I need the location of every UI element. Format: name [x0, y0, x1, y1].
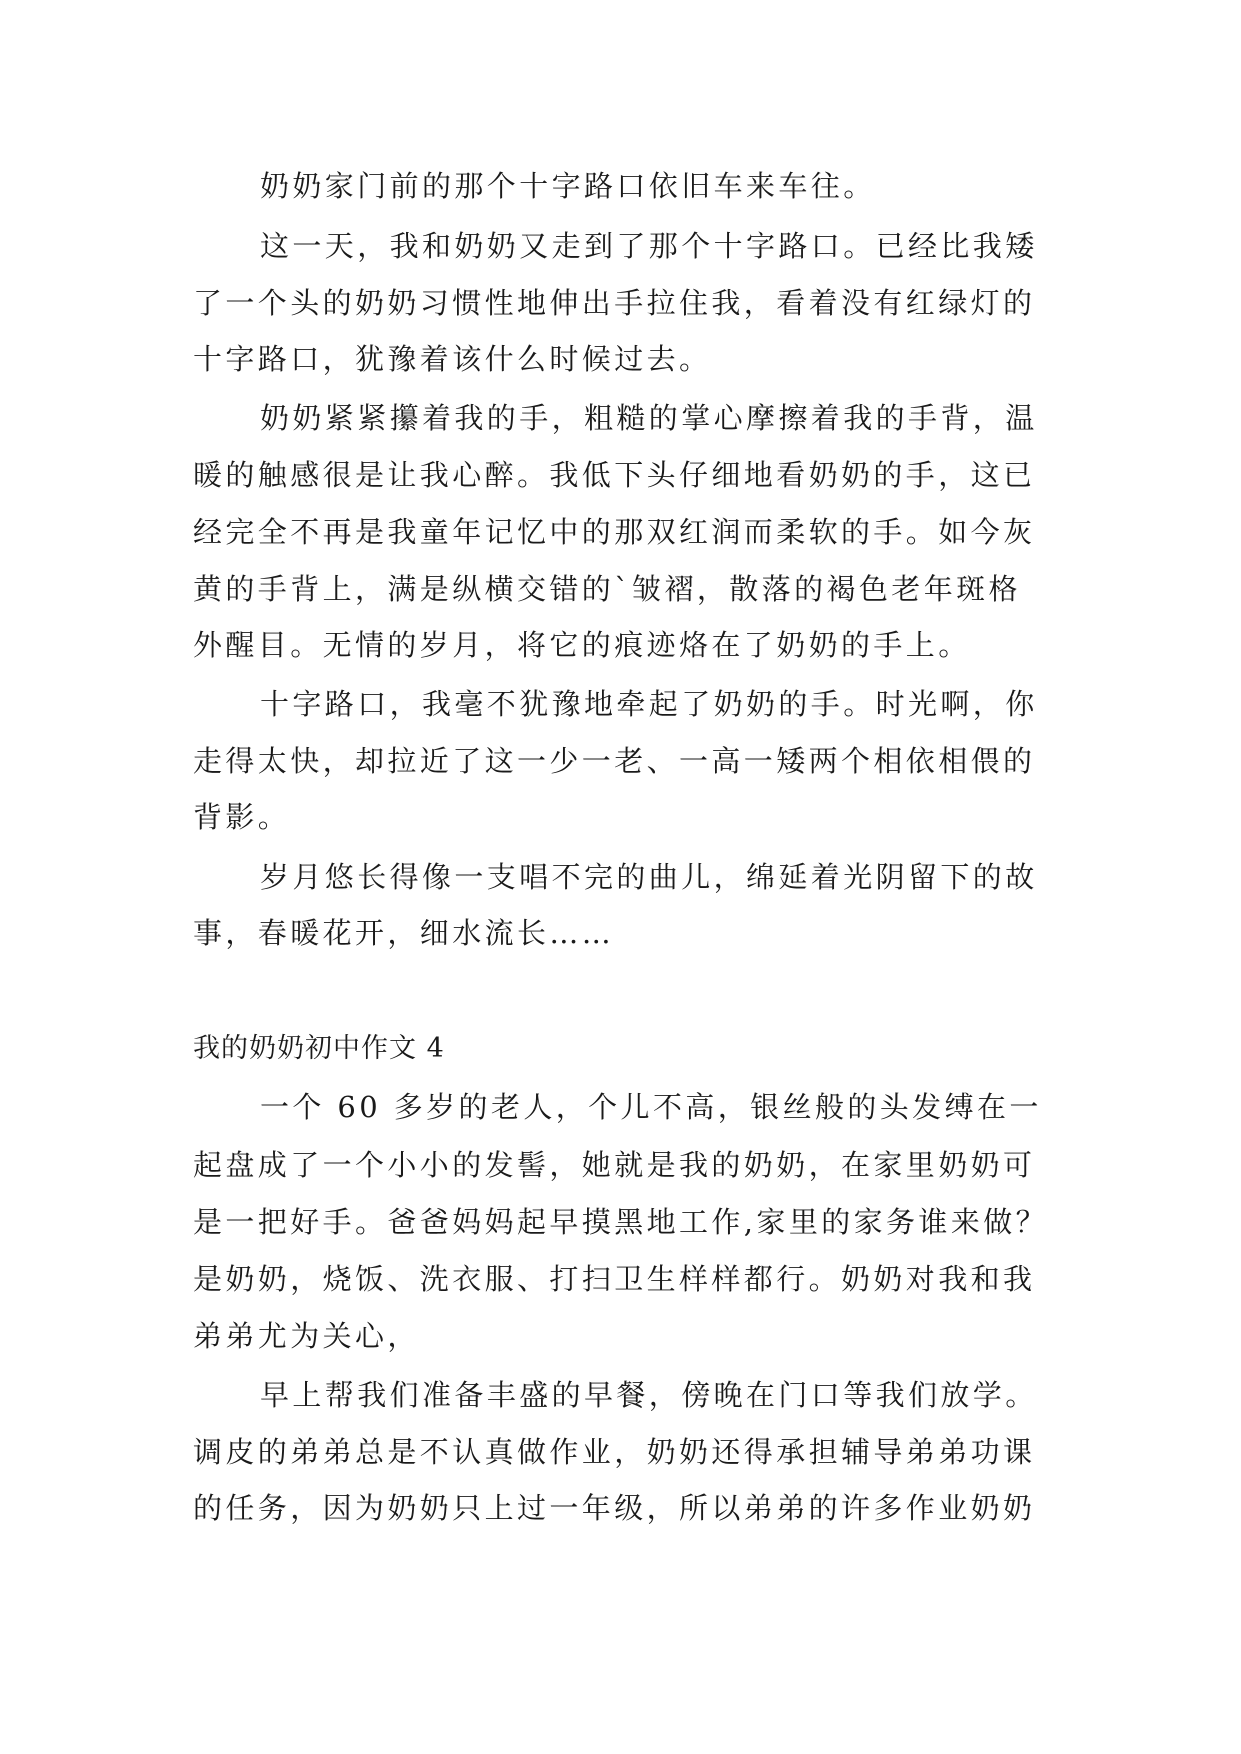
paragraph-line: 了一个头的奶奶习惯性地伸出手拉住我，看着没有红绿灯的	[193, 286, 1036, 320]
paragraph-line: 走得太快，却拉近了这一少一老、一高一矮两个相依相偎的	[193, 744, 1036, 778]
paragraph-line: 奶奶紧紧攥着我的手，粗糙的掌心摩擦着我的手背，温	[260, 401, 1038, 435]
paragraph-line: 早上帮我们准备丰盛的早餐，傍晚在门口等我们放学。	[260, 1378, 1038, 1412]
paragraph-line: 弟弟尤为关心，	[193, 1319, 420, 1353]
paragraph-line: 十字路口，犹豫着该什么时候过去。	[193, 342, 712, 376]
paragraph-line: 起盘成了一个小小的发髻，她就是我的奶奶，在家里奶奶可	[193, 1148, 1036, 1182]
paragraph-line: 是一把好手。爸爸妈妈起早摸黑地工作,家里的家务谁来做？	[193, 1205, 1049, 1239]
paragraph-line: 调皮的弟弟总是不认真做作业，奶奶还得承担辅导弟弟功课	[193, 1435, 1036, 1469]
paragraph-line: 这一天，我和奶奶又走到了那个十字路口。已经比我矮	[260, 229, 1038, 263]
paragraph-line: 黄的手背上，满是纵横交错的`皱褶，散落的褐色老年斑格	[193, 572, 1021, 606]
paragraph-line: 十字路口，我毫不犹豫地牵起了奶奶的手。时光啊，你	[260, 687, 1038, 721]
paragraph-line: 岁月悠长得像一支唱不完的曲儿，绵延着光阴留下的故	[260, 860, 1038, 894]
paragraph-line: 暖的触感很是让我心醉。我低下头仔细地看奶奶的手，这已	[193, 458, 1036, 492]
paragraph-line: 的任务，因为奶奶只上过一年级，所以弟弟的许多作业奶奶	[193, 1491, 1036, 1525]
paragraph-line: 外醒目。无情的岁月，将它的痕迹烙在了奶奶的手上。	[193, 628, 971, 662]
paragraph-line: 一个 60 多岁的老人，个儿不高，银丝般的头发缚在一	[260, 1090, 1042, 1124]
paragraph-line: 事，春暖花开，细水流长……	[193, 916, 615, 950]
essay-title: 我的奶奶初中作文 4	[193, 1033, 445, 1064]
paragraph-line: 背影。	[193, 800, 291, 834]
paragraph-line: 是奶奶，烧饭、洗衣服、打扫卫生样样都行。奶奶对我和我	[193, 1262, 1036, 1296]
paragraph-line: 经完全不再是我童年记忆中的那双红润而柔软的手。如今灰	[193, 515, 1036, 549]
paragraph-line: 奶奶家门前的那个十字路口依旧车来车往。	[260, 169, 876, 203]
